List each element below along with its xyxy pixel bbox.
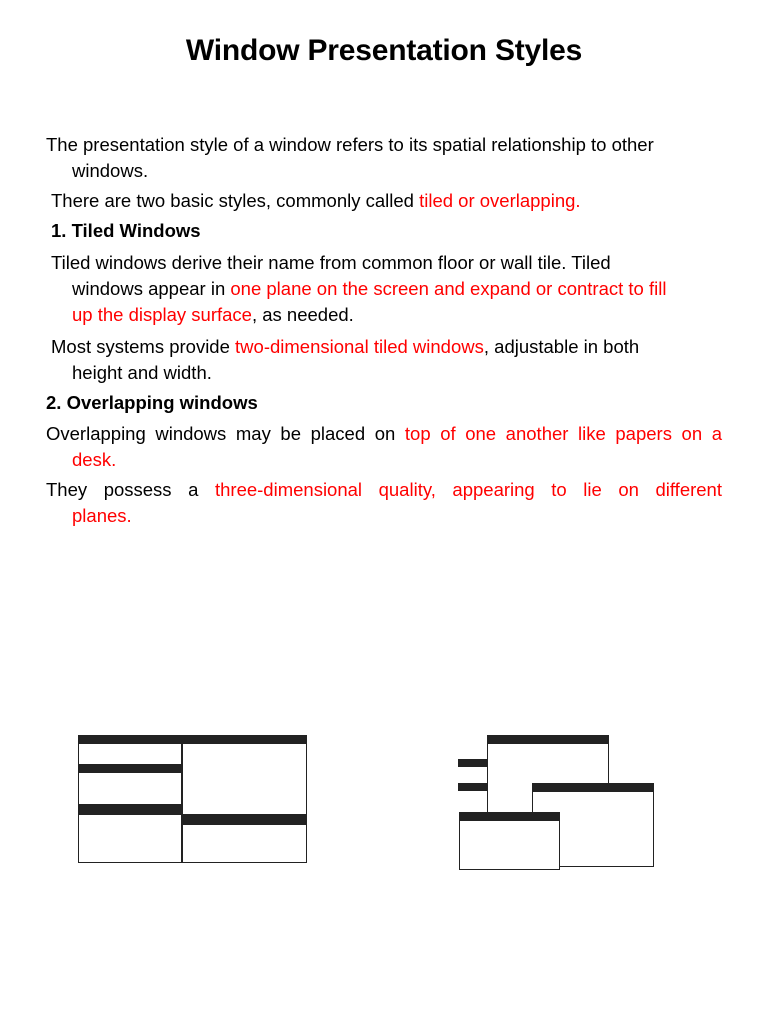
title-bar [78, 764, 183, 773]
title-bar [459, 812, 560, 821]
heading-tiled-windows [51, 218, 727, 244]
text-line: The presentation style of a window refers to its spatial relationship to other [46, 134, 654, 155]
text-segment: , as needed. [251, 304, 354, 325]
text-line [51, 336, 639, 357]
text-line: Tiled windows derive their name from common floor or wall tile. Tiled [51, 252, 611, 273]
highlight-text: desk. [72, 449, 117, 470]
highlight-text: tiled or overlapping. [419, 190, 581, 211]
text-line [46, 421, 722, 447]
title-bar [78, 804, 183, 813]
title-bar [487, 735, 609, 744]
title-bar [78, 735, 307, 744]
text-line [51, 276, 722, 302]
paragraph-tiled-description [51, 250, 722, 328]
highlight-text: three-dimensional quality, appearing to lie on different [214, 479, 722, 500]
paragraph-two-dimensional [51, 334, 722, 386]
overlapping-windows-diagram [456, 733, 656, 873]
title-bar [532, 783, 654, 792]
text-line: height and width. [72, 362, 212, 383]
text-segment: windows appear in [72, 278, 231, 299]
paragraph-overlapping-description [46, 421, 722, 473]
highlight-text: planes. [72, 505, 132, 526]
horizontal-divider [78, 813, 183, 815]
text-segment: Overlapping windows may be placed on [46, 423, 405, 444]
text-segment: Most systems provide [51, 336, 236, 357]
tiled-windows-diagram [78, 735, 307, 863]
title-bar [458, 759, 488, 767]
vertical-divider [181, 735, 183, 863]
heading-text: 1. Tiled Windows [51, 220, 201, 241]
paragraph-two-styles [51, 188, 727, 214]
text-line [46, 477, 722, 503]
heading-overlapping-windows [46, 390, 722, 416]
highlight-text: up the display surface [72, 304, 252, 325]
highlight-text: two-dimensional tiled windows [235, 336, 484, 357]
highlight-text: top of one another like papers on a [404, 423, 722, 444]
text-segment: , adjustable in both [483, 336, 640, 357]
text-line: windows. [72, 160, 149, 181]
tiled-outer-frame [78, 735, 307, 863]
page-title: Window Presentation Styles [185, 34, 583, 67]
text-line [51, 302, 722, 328]
horizontal-divider [183, 823, 307, 825]
title-bar [458, 783, 488, 791]
title-bar [183, 814, 307, 823]
heading-text: 2. Overlapping windows [46, 392, 258, 413]
highlight-text: one plane on the screen and expand or contract to fill [230, 278, 667, 299]
text-segment: They possess a [46, 479, 215, 500]
paragraph-three-dimensional [46, 477, 722, 529]
paragraph-presentation-style [46, 132, 722, 184]
text-segment: There are two basic styles, commonly called [51, 190, 420, 211]
